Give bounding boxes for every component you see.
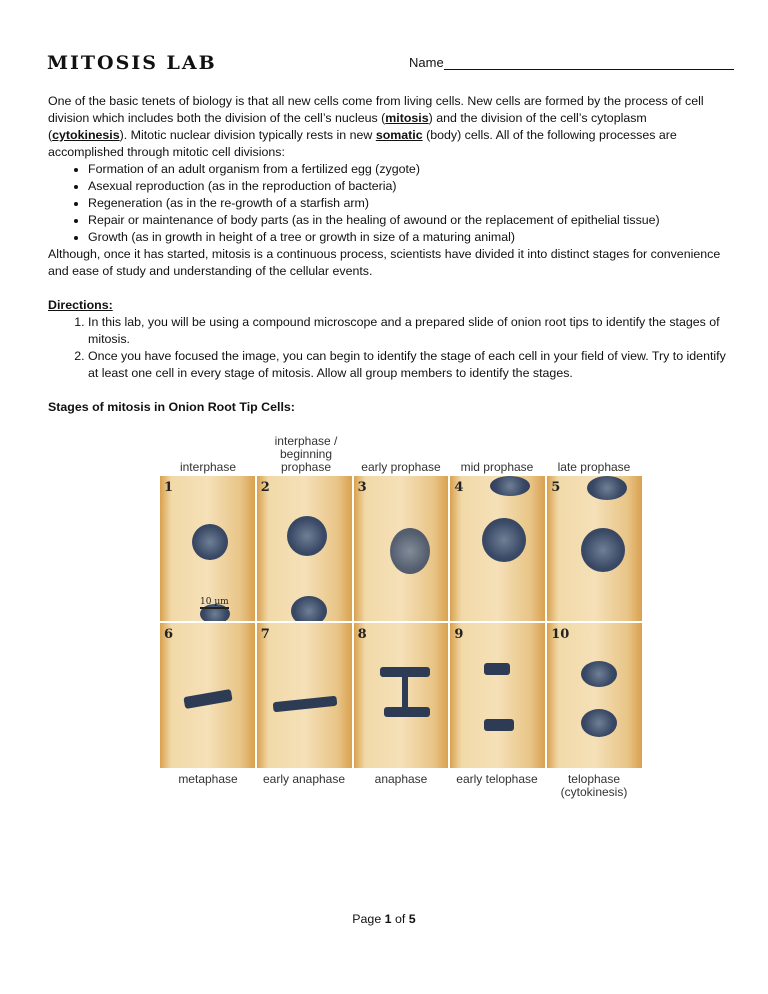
stage-label: mid prophase (460, 460, 534, 474)
list-item: 2. Once you have focused the image, you can begin to identify the stage of each cell in your field of view. Try to identify at least one cell in every stage of mitosis. Allow all group members to identify the stages. (88, 348, 728, 382)
list-item: • Regeneration (as in the re-growth of a starfish arm) (88, 195, 728, 212)
micrograph-cell: 2 (257, 476, 352, 621)
term-somatic: somatic (375, 128, 423, 142)
stage-label: early telophase (456, 772, 538, 786)
stage-label: telophase (cytokinesis) (560, 772, 628, 799)
list-item: • Growth (as in growth in height of a tree or growth in size of a maturing animal) (88, 229, 728, 246)
continuity-paragraph: Although, once it has started, mitosis is a continuous process, scientists have divided it into distinct stages for convenience and ease of study and understanding of the cellular events. (48, 247, 721, 278)
stage-label: early anaphase (262, 772, 346, 786)
directions-heading: Directions: (48, 298, 113, 312)
directions-list (48, 314, 728, 382)
stage-label: early prophase (361, 460, 441, 474)
term-cytokinesis: cytokinesis (52, 128, 120, 142)
micrograph-cell: 7 (257, 623, 352, 768)
micrograph-cell: 4 (450, 476, 545, 621)
micrograph-cell: 6 (160, 623, 255, 768)
term-mitosis: mitosis (385, 111, 429, 125)
stage-label: interphase / beginning prophase (274, 434, 338, 474)
page-title: MITOSIS LAB (47, 52, 217, 74)
stage-label: anaphase (374, 772, 428, 786)
mitosis-stages-figure (160, 405, 642, 800)
micrograph-cell: 10 (547, 623, 642, 768)
page-footer: Page 1 of 5 (352, 912, 416, 926)
list-item: • Repair or maintenance of body parts (as in the healing of awound or the replacement of epithelial tissue) (88, 212, 728, 229)
micrograph-cell: 3 (354, 476, 449, 621)
list-item: 1. In this lab, you will be using a compound microscope and a prepared slide of onion root tips to identify the stages of mitosis. (88, 314, 728, 348)
micrograph-cell: 5 (547, 476, 642, 621)
document-body (48, 93, 728, 416)
stages-heading: Stages of mitosis in Onion Root Tip Cells: (48, 400, 295, 414)
stage-label: late prophase (557, 460, 631, 474)
list-item: • Formation of an adult organism from a fertilized egg (zygote) (88, 161, 728, 178)
stage-label: interphase (179, 460, 237, 474)
micrograph-cell: 8 (354, 623, 449, 768)
stage-label: metaphase (178, 772, 238, 786)
intro-paragraph: One of the basic tenets of biology is that all new cells come from living cells. New cells are formed by the process of cell division which includes both the division of the cell’s nucleus (mitosis) and the division of the cell’s cytoplasm (cytokinesis). Mitotic nuclear division typically rests in new somatic (body) cells. All of the following processes are accomplished through mitotic cell divisions: (48, 94, 704, 159)
list-item: • Asexual reproduction (as in the reproduction of bacteria) (88, 178, 728, 195)
micrograph-grid (160, 476, 642, 768)
micrograph-cell: 9 (450, 623, 545, 768)
process-list (48, 161, 728, 246)
name-blank-line[interactable] (444, 56, 734, 70)
name-field[interactable]: Name (409, 55, 734, 70)
micrograph-cell: 1 10 µm (160, 476, 255, 621)
